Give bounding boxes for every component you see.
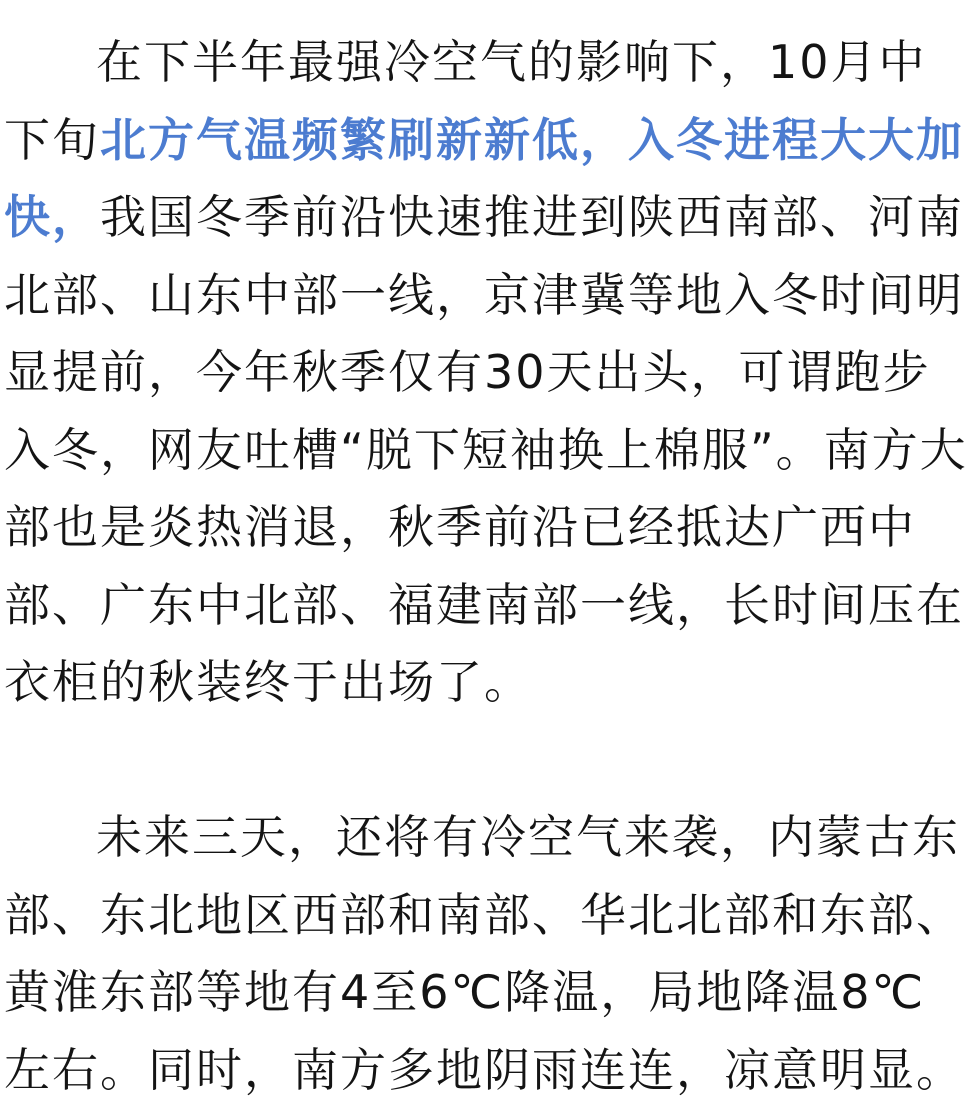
text-line <box>4 24 973 102</box>
text-line <box>4 799 973 877</box>
paragraph <box>4 799 973 1109</box>
text-segment: 我国冬季前沿快速推进到陕西南部、河南 <box>100 190 964 244</box>
text-segment: 部也是炎热消退，秋季前沿已经抵达广西中 <box>4 500 916 554</box>
text-segment: 入冬，网友吐槽“脱下短袖换上棉服”。南方大 <box>4 422 968 477</box>
text-segment: 衣柜的秋装终于出场了。 <box>4 655 532 709</box>
text-line <box>4 567 973 645</box>
text-segment: 部、东北地区西部和南部、华北北部和东部、 <box>4 887 964 942</box>
text-line <box>4 954 973 1032</box>
text-line <box>4 334 973 412</box>
text-line <box>4 877 973 955</box>
text-line <box>4 1032 973 1110</box>
text-segment: 下旬 <box>4 112 100 167</box>
text-segment: 部、广东中北部、福建南部一线，长时间压在 <box>4 577 964 632</box>
highlighted-text: 北方气温频繁刷新新低，入冬进程大大加 <box>100 112 964 167</box>
text-segment: 黄淮东部等地有4至6℃降温，局地降温8℃ <box>4 965 926 1019</box>
text-line <box>4 412 973 490</box>
text-line <box>4 102 973 180</box>
text-line <box>4 644 973 722</box>
text-segment: 未来三天，还将有冷空气来袭，内蒙古东 <box>96 810 960 864</box>
text-segment: 在下半年最强冷空气的影响下，10月中 <box>96 35 927 89</box>
highlighted-text: 快， <box>4 190 100 244</box>
text-line <box>4 489 973 567</box>
text-segment: 左右。同时，南方多地阴雨连连，凉意明显。 <box>4 1042 964 1097</box>
paragraph <box>4 24 973 722</box>
text-segment: 显提前，今年秋季仅有30天出头，可谓跑步 <box>4 345 931 399</box>
text-line <box>4 179 973 257</box>
text-segment: 北部、山东中部一线，京津冀等地入冬时间明 <box>4 267 964 322</box>
text-line <box>4 257 973 335</box>
